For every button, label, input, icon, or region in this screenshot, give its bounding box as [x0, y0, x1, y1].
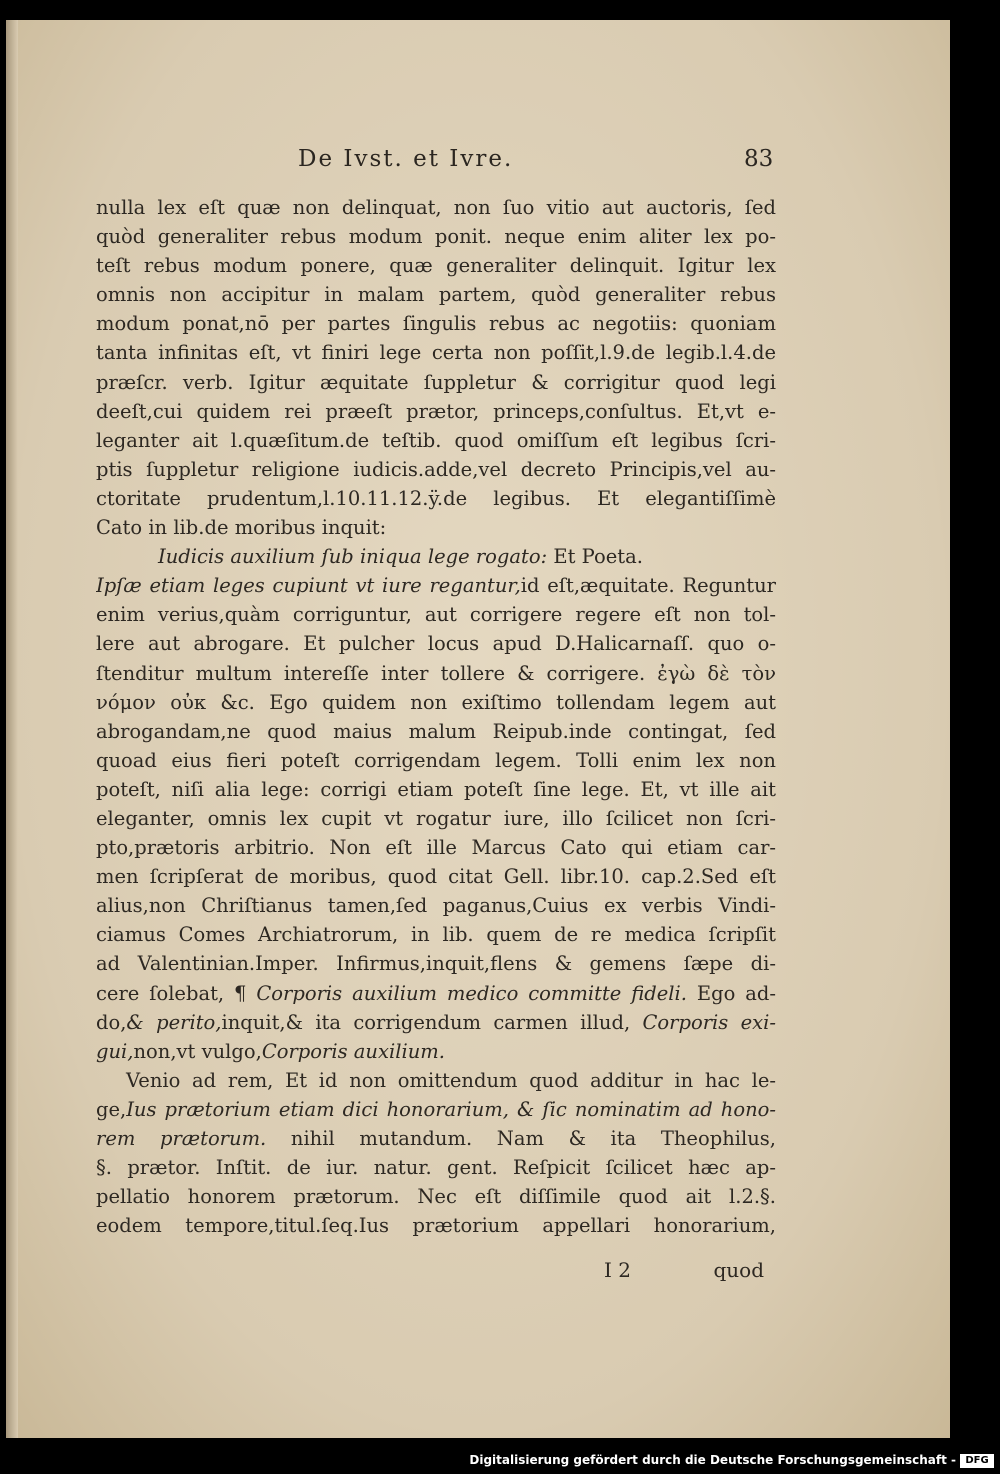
text-line: eleganter, omnis lex cupit vt rogatur iure, illo ſcilicet non ſcri-	[96, 806, 776, 830]
book-page	[6, 20, 950, 1438]
text-line: ciamus Comes Archiatrorum, in lib. quem de re medica ſcripſit	[96, 923, 776, 947]
text-line	[96, 1037, 776, 1066]
catchword: quod	[713, 1258, 764, 1282]
text-line: enim verius,quàm corriguntur, aut corrigere regere eſt non tol-	[96, 603, 776, 627]
text-run: ge,	[96, 1097, 127, 1121]
signature-mark: I 2	[604, 1258, 631, 1282]
page-body	[96, 193, 776, 1240]
text-run: do,	[96, 1010, 127, 1034]
text-line: quòd generaliter rebus modum ponit. neque enim aliter lex po-	[96, 225, 776, 249]
text-line: lere aut abrogare. Et pulcher locus apud D.Halicarnaſſ. quo o-	[96, 632, 776, 656]
text-line: ptis ſuppletur religione iudicis.adde,vel decreto Principis,vel au-	[96, 457, 776, 481]
quote-run: Corporis exi-	[642, 1010, 776, 1034]
running-head: De Ivst. et Ivre.	[298, 146, 514, 172]
text-line: abrogandam,ne quod maius malum Reipub.inde contingat, ſed	[96, 719, 776, 743]
text-line: §. prætor. Inſtit. de iur. natur. gent. Reſpicit ſcilicet hæc ap-	[96, 1156, 776, 1180]
text-line	[96, 1124, 776, 1153]
page-header	[6, 146, 950, 186]
footer-bar	[0, 1448, 1000, 1474]
text-line: alius,non Chriſtianus tamen,ſed paganus,Cuius ex verbis Vindi-	[96, 894, 776, 918]
text-line: ſtenditur multum intereſſe inter tollere & corrigere. ἐγὼ δὲ τὸν	[96, 661, 776, 685]
verse-quote: Iudicis auxilium ſub iniqua lege rogato:	[158, 545, 548, 569]
text-line	[96, 1095, 776, 1124]
text-line: teſt rebus modum ponere, quæ generaliter delinquit. Igitur lex	[96, 254, 776, 278]
quote-run: rem prætorum.	[96, 1127, 267, 1150]
text-line: modum ponat,nō per partes ſingulis rebus ac negotiis: quoniam	[96, 312, 776, 336]
quote-run: Corporis auxilium medico committe fideli.	[256, 981, 687, 1005]
text-run: non,vt vulgo,	[133, 1039, 262, 1063]
quote-run: Ius prætorium etiam dici honorarium, & ſic nominatim ad hono-	[126, 1097, 776, 1121]
text-line: præſcr. verb. Igitur æquitate ſuppletur & corrigitur quod legi	[96, 370, 776, 394]
text-line: νόμον οὐκ &c. Ego quidem non exiſtimo tollendam legem aut	[96, 690, 776, 714]
text-line: ctoritate prudentum,l.10.11.12.ÿ.de legibus. Et elegantiſſimè	[96, 486, 776, 510]
text-line: quoad eius fieri poteſt corrigendam legem. Tolli enim lex non	[96, 748, 776, 772]
catchline	[604, 1258, 764, 1288]
text-line: leganter ait l.quæſitum.de teſtib. quod omiſſum eſt legibus ſcri-	[96, 428, 776, 452]
text-line: pto,prætoris arbitrio. Non eſt ille Marcus Cato qui etiam car-	[96, 836, 776, 860]
verse-quote: Ipſæ etiam leges cupiunt vt iure regantur,	[96, 574, 521, 598]
text-line: men ſcripſerat de moribus, quod citat Gell. libr.10. cap.2.Sed eſt	[96, 865, 776, 889]
text-line: pellatio honorem prætorum. Nec eſt diſſimile quod ait l.2.§.	[96, 1185, 776, 1209]
text-line: deeſt,cui quidem rei præeſt prætor, princeps,conſultus. Et,vt e-	[96, 399, 776, 423]
quote-run: & perito,	[126, 1010, 222, 1034]
text-line	[96, 1008, 776, 1037]
text-run: nihil mutandum. Nam & ita Theophilus,	[290, 1127, 776, 1150]
verse-tail: id eſt,æquitate. Reguntur	[520, 574, 776, 598]
text-line: ad Valentinian.Imper. Infirmus,inquit,flens & gemens ſæpe di-	[96, 952, 776, 976]
text-run: Ego ad-	[696, 981, 776, 1005]
quote-run: Corporis auxilium.	[261, 1039, 445, 1063]
dfg-logo: DFG	[960, 1454, 994, 1468]
verse-line	[96, 542, 776, 571]
text-line: nulla lex eſt quæ non delinquat, non ſuo vitio aut auctoris, ſed	[96, 196, 776, 219]
text-line: Venio ad rem, Et id non omittendum quod additur in hac le-	[126, 1068, 776, 1092]
text-line	[96, 979, 776, 1008]
text-line: eodem tempore,titul.ſeq.Ius prætorium appellari honorarium,	[96, 1214, 776, 1238]
text-line: tanta infinitas eſt, vt finiri lege certa non poſſit,l.9.de legib.l.4.de	[96, 341, 776, 365]
text-line: omnis non accipitur in malam partem, quòd generaliter rebus	[96, 283, 776, 307]
text-run: cere ſolebat, ¶	[96, 981, 247, 1005]
quote-run: gui,	[96, 1039, 134, 1063]
verse-line	[96, 571, 776, 600]
funding-notice: Digitalisierung gefördert durch die Deutsche Forschungsgemeinschaft -	[469, 1453, 956, 1467]
verse-tail: Et Poeta.	[553, 545, 643, 569]
page-number: 83	[744, 146, 774, 172]
text-line: poteſt, niſi alia lege: corrigi etiam poteſt ſine lege. Et, vt ille ait	[96, 777, 776, 801]
text-line: Cato in lib.de moribus inquit:	[96, 516, 387, 540]
text-run: inquit,& ita corrigendum carmen illud,	[221, 1010, 631, 1034]
